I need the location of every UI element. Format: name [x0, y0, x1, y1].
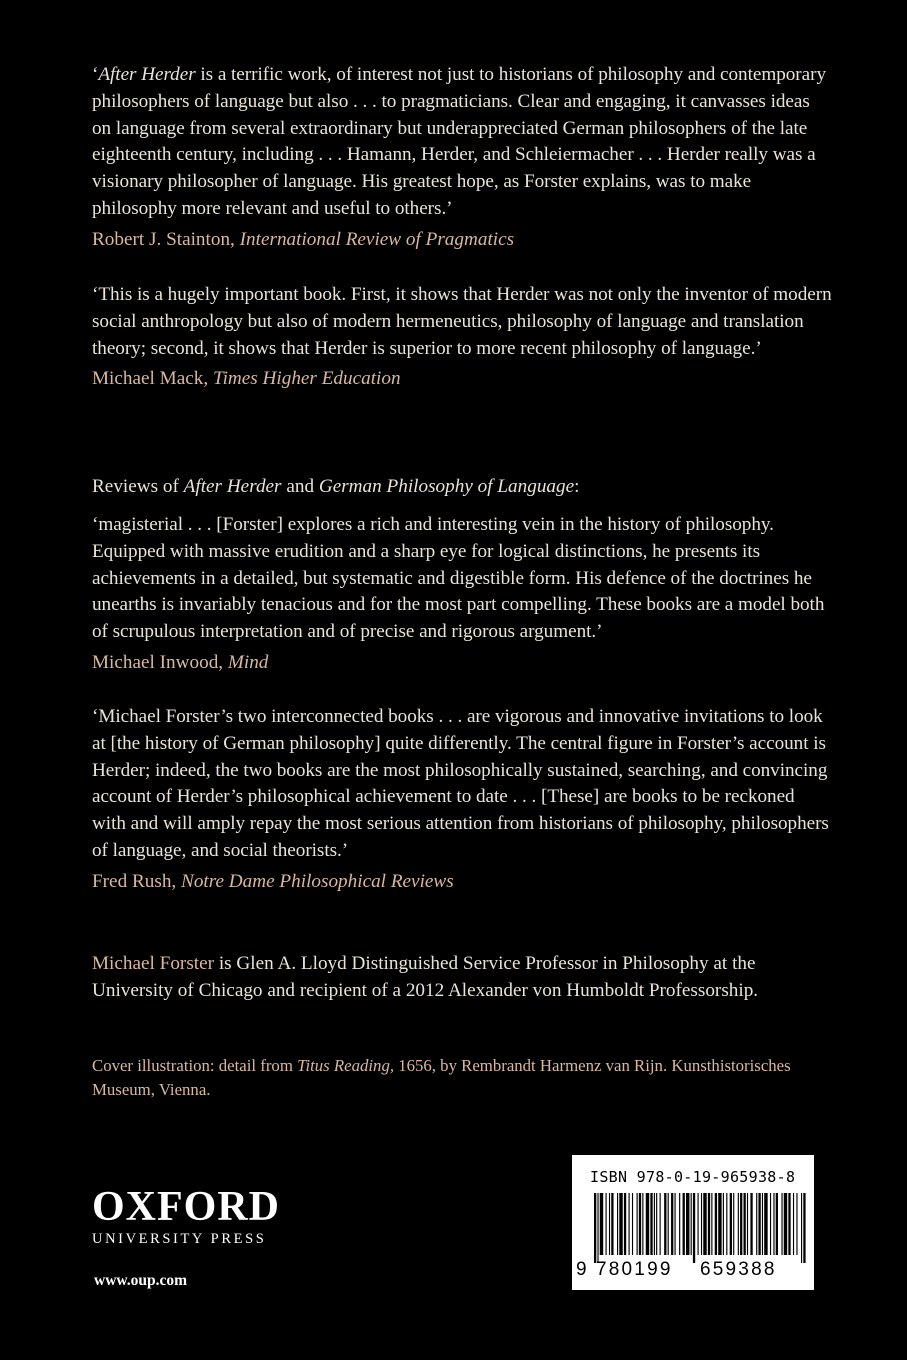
barcode-bar	[675, 1193, 676, 1255]
barcode-bar	[740, 1193, 742, 1255]
review-quote: ‘This is a hugely important book. First, it shows that Herder was not only the inventor of modern social anthropology but also of modern hermeneutics, philosophy of language and translation theory; second, it shows that Herder is superior to more recent philosophy of language.’	[92, 284, 832, 359]
barcode-bar	[733, 1193, 734, 1255]
reviewer-name: Michael Mack,	[92, 368, 209, 390]
barcode-bar	[624, 1193, 626, 1255]
review-quote	[92, 62, 832, 223]
barcode-bar	[701, 1193, 702, 1255]
barcode-bar	[703, 1193, 706, 1255]
barcode-bar	[664, 1193, 666, 1255]
book-title: German Philosophy of Language	[318, 476, 575, 497]
review-quote: ‘Michael Forster’s two interconnected books . . . are vigorous and innovative invitations to look at [the history of German philosophy] quite differently. The central figure in Forster’s account is Herder; indeed, the two books are the most philosophically sustained, searching, and convincing account of Herder’s philosophical achievement to date . . . [These] are books to be reckoned with and will amply repay the most serious attention from historians of philosophy, philosophers of language, and social theorists.’	[92, 706, 829, 861]
review-attribution	[92, 869, 832, 895]
barcode-bar	[723, 1193, 724, 1255]
barcode-bar	[683, 1193, 685, 1255]
barcode-bar	[679, 1193, 680, 1255]
barcode-bar	[650, 1193, 652, 1255]
barcode-bar	[803, 1193, 805, 1263]
back-cover-text	[92, 62, 832, 1099]
review-source: Notre Dame Philosophical Reviews	[181, 870, 454, 892]
cover-credit	[92, 1054, 832, 1102]
publisher-press: UNIVERSITY PRESS	[92, 1231, 267, 1247]
heading-suffix: :	[574, 476, 580, 497]
review-source: Mind	[227, 651, 269, 673]
barcode-bar	[711, 1193, 712, 1255]
barcode-bar	[642, 1193, 643, 1255]
barcode-bar	[715, 1193, 717, 1255]
heading-prefix: Reviews of	[92, 476, 184, 497]
publisher-name: OXFORD	[92, 1184, 280, 1230]
barcode-bar	[776, 1193, 778, 1255]
barcode-bar	[693, 1193, 695, 1263]
isbn-label: ISBN 978-0-19-965938-8	[590, 1168, 796, 1186]
barcode-bar	[698, 1193, 699, 1255]
barcode-bar	[646, 1193, 649, 1255]
barcode-bar	[801, 1193, 802, 1263]
isbn-barcode	[572, 1155, 814, 1290]
barcode-bar	[617, 1193, 618, 1255]
review-1	[92, 62, 832, 253]
barcode-bar	[730, 1193, 732, 1255]
barcode-digit-first: 9	[576, 1259, 587, 1280]
barcode-bar	[726, 1193, 727, 1255]
review-source: International Review of Pragmatics	[239, 228, 515, 250]
barcode-bar	[629, 1193, 630, 1255]
barcode-digits-right: 659388	[700, 1259, 777, 1280]
barcode-bar	[718, 1193, 721, 1255]
barcode-bar	[671, 1193, 673, 1255]
barcode-bar	[784, 1193, 787, 1255]
review-quote: ‘magisterial . . . [Forster] explores a rich and interesting vein in the history of philosophy. Equipped with massive erudition and a sharp eye for logical distinctions, he presents its achievements in a detailed, but systematic and digestible form. His defence of the doctrines he unearths is invariably tenacious and for the most part compelling. These books are a model both of scrupulous interpretation and of precise and rigorous argument.’	[92, 514, 825, 643]
barcode-bar	[770, 1193, 771, 1255]
reviewer-name: Michael Inwood,	[92, 651, 224, 673]
barcode-bar	[654, 1193, 655, 1255]
barcode-bar	[796, 1193, 797, 1255]
review-source: Times Higher Education	[212, 368, 401, 390]
barcode-bar	[606, 1193, 607, 1255]
review-attribution	[92, 650, 832, 676]
barcode-digits-left: 780199	[596, 1259, 673, 1280]
barcode-bar	[756, 1193, 757, 1255]
barcode-bar	[708, 1193, 710, 1255]
author-bio-text: is Glen A. Lloyd Distinguished Service Professor in Philosophy at the University of Chicago and recipient of a 2012 Alexander von Humboldt Professorship.	[92, 953, 759, 1001]
barcode-bar	[637, 1193, 638, 1255]
barcode-bar	[781, 1193, 782, 1255]
barcode-bar	[750, 1193, 752, 1255]
book-title: After Herder	[183, 476, 282, 497]
book-title: After Herder	[98, 64, 196, 85]
review-attribution	[92, 366, 832, 392]
barcode-bar	[738, 1193, 739, 1255]
barcode-bar	[773, 1193, 774, 1255]
barcode-bar	[660, 1193, 661, 1255]
author-name: Michael Forster	[92, 953, 215, 974]
publisher-logo	[92, 1185, 302, 1248]
publisher-website: www.oup.com	[94, 1272, 188, 1289]
barcode-bar	[668, 1193, 669, 1255]
author-bio	[92, 950, 832, 1004]
barcode-bar	[686, 1193, 689, 1255]
barcode-bar	[762, 1193, 763, 1255]
reviewer-name: Fred Rush,	[92, 870, 177, 892]
cover-credit-suffix: 1656, by Rembrandt Harmenz van Rijn. Kunsthistorisches Museum, Vienna.	[92, 1056, 791, 1099]
cover-credit-prefix: Cover illustration: detail from	[92, 1056, 298, 1075]
barcode-bar	[597, 1193, 598, 1263]
barcode-bar	[656, 1193, 657, 1255]
barcode-bar	[619, 1193, 622, 1255]
barcode-bar	[788, 1193, 790, 1255]
barcode-bar	[632, 1193, 633, 1255]
barcode-bar	[691, 1193, 692, 1255]
barcode-bar	[744, 1193, 746, 1255]
review-attribution	[92, 227, 832, 253]
barcode-bar	[639, 1193, 641, 1255]
review-3	[92, 512, 832, 676]
barcode-bar	[747, 1193, 748, 1255]
barcode-bar	[611, 1193, 613, 1255]
heading-and: and	[281, 476, 319, 497]
barcode-bar	[764, 1193, 767, 1255]
reviewer-name: Robert J. Stainton,	[92, 228, 235, 250]
artwork-title: Titus Reading,	[297, 1056, 395, 1075]
review-4	[92, 704, 832, 895]
barcode-bar	[594, 1193, 596, 1263]
quote-text: is a terrific work, of interest not just to historians of philosophy and contemporary philosophers of language but also . . . to pragmaticians. Clear and engaging, it canvasses ideas on language from several extraordinary but underappreciated German philosophers of the late eighteenth century, including . . . Hamann, Herder, and Schleiermacher . . . Herder really was a visionary philosopher of language. His greatest hope, as Forster explains, was to make philosophy more relevant and useful to others.’	[92, 64, 826, 219]
barcode-bar	[609, 1193, 610, 1255]
quote-mark: ‘	[92, 64, 99, 85]
reviews-heading	[92, 474, 579, 500]
barcode-bar	[793, 1193, 794, 1255]
barcode-bar	[600, 1193, 603, 1255]
barcode-bar	[758, 1193, 760, 1255]
review-2	[92, 282, 832, 392]
